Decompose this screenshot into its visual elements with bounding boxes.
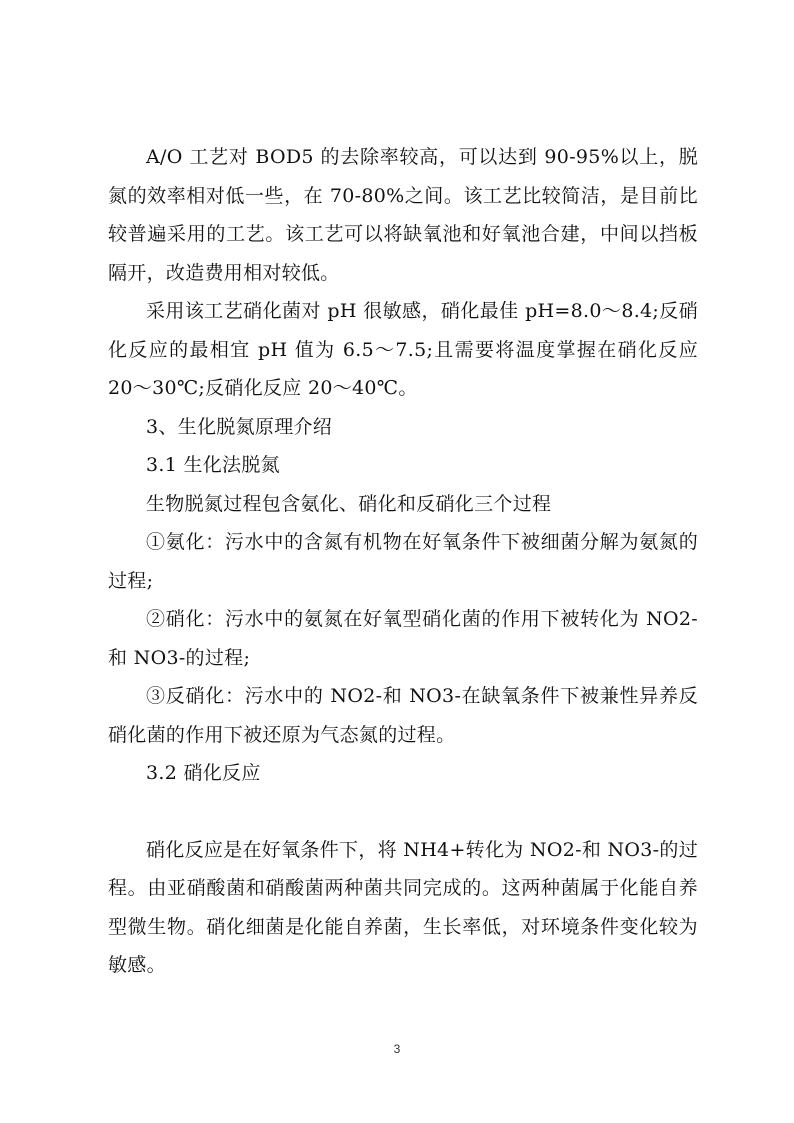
list-item-ammonification: ①氨化：污水中的含氮有机物在好氧条件下被细菌分解为氨氮的过程; xyxy=(108,531,698,592)
section-heading-3-2: 3.2 硝化反应 xyxy=(146,762,261,784)
section-heading-3: 3、生化脱氮原理介绍 xyxy=(146,415,333,438)
list-item-nitrification: ②硝化：污水中的氨氮在好氧型硝化菌的作用下被转化为 NO2-和 NO3-的过程; xyxy=(108,608,698,669)
paragraph-ph-temperature: 采用该工艺硝化菌对 pH 很敏感，硝化最佳 pH=8.0～8.4;反硝化反应的最相宜 pH 值为 6.5～7.5;且需要将温度掌握在硝化反应 20～30℃;反硝化反应 20～40℃。 xyxy=(108,300,698,399)
list-item-denitrification: ③反硝化：污水中的 NO2-和 NO3-在缺氧条件下被兼性异养反硝化菌的作用下被还原为气态氮的过程。 xyxy=(108,685,698,746)
paragraph-ao-process: A/O 工艺对 BOD5 的去除率较高，可以达到 90-95%以上，脱氮的效率相对低一些，在 70-80%之间。该工艺比较简洁，是目前比较普遍采用的工艺。该工艺可以将缺氧池和好氧池合建，中间以挡板隔开，改造费用相对较低。 xyxy=(108,146,698,284)
document-body xyxy=(108,138,698,985)
section-heading-3-1: 3.1 生化法脱氮 xyxy=(146,454,280,476)
paragraph-nitrification-reaction: 硝化反应是在好氧条件下，将 NH4+转化为 NO2-和 NO3-的过程。由亚硝酸菌和硝酸菌两种菌共同完成的。这两种菌属于化能自养型微生物。硝化细菌是化能自养菌，生长率低，对环境条件变化较为敏感。 xyxy=(108,838,698,976)
page-number: 3 xyxy=(393,1042,401,1056)
paragraph-three-processes: 生物脱氮过程包含氨化、硝化和反硝化三个过程 xyxy=(146,492,552,515)
paragraph-spacer xyxy=(108,793,698,831)
